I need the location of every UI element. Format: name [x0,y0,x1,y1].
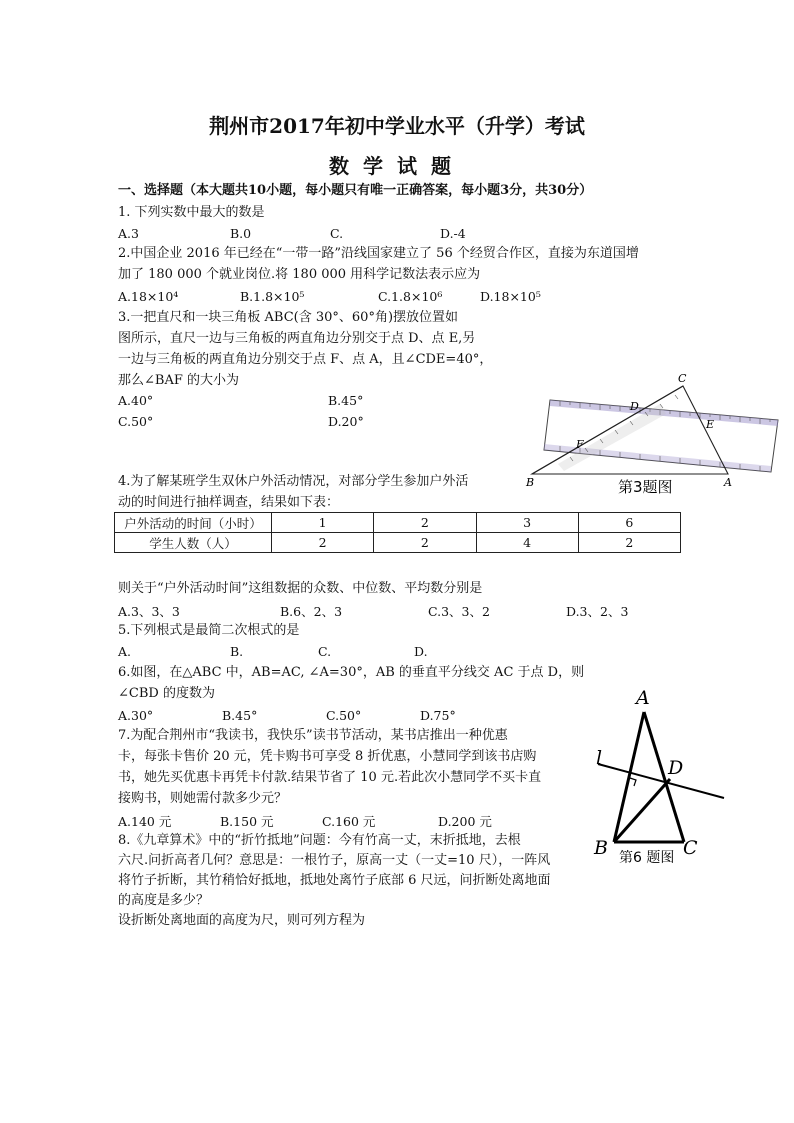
point-c-label: C [678,372,687,385]
q7-option-b: B.150 元 [220,814,274,829]
q1-stem: 1. 下列实数中最大的数是 [118,205,265,220]
q6-option-c: C.50° [326,708,362,723]
q1-option-a: A.3 [118,226,139,241]
table-row-label: 学生人数（人） [115,533,272,553]
q8-line-4: 的高度是多少？ [118,893,210,908]
q3-line-2: 图所示，直尺一边与三角板的两直角边分别交于点 D、点 E,另 [118,331,476,346]
figure-3 [520,368,785,498]
page-title: 荆州市2017年初中学业水平（升学）考试 [209,114,585,138]
q4-option-a: A.3、3、3 [118,604,180,619]
point-c-label: C [683,837,698,859]
q6-option-b: B.45° [222,708,258,723]
q2-option-c: C.1.8×10⁶ [378,289,443,304]
q4-option-b: B.6、2、3 [280,604,343,619]
q5-option-a: A. [118,644,132,659]
q5-option-b: B. [230,644,244,659]
q6-option-d: D.75° [420,708,456,723]
point-d-label: D [668,757,684,779]
q1-option-b: B.0 [230,226,252,241]
q7-line-1: 7.为配合荆州市“我读书，我快乐”读书节活动，某书店推出一种优惠 [118,728,508,743]
table-row-label: 户外活动的时间（小时） [115,513,272,533]
figure-6 [588,682,734,868]
table-cell: 4 [476,533,578,553]
q6-option-a: A.30° [118,708,154,723]
table-cell: 2 [374,513,476,533]
q3-line-1: 3.一把直尺和一块三角板 ABC(含 30°、60°角)摆放位置如 [118,310,459,325]
q7-line-3: 书，她先买优惠卡再凭卡付款.结果节省了 10 元.若此次小慧同学不买卡直 [118,770,542,785]
q8-line-2: 六尺.问折高者几何？意思是：一根竹子，原高一丈（一丈=10 尺），一阵风 [118,853,551,868]
q1-option-d: D.-4 [440,226,466,241]
q8-line-5: 设折断处离地面的高度为尺，则可列方程为 [118,913,366,928]
section-heading: 一、选择题（本大题共10小题，每小题只有唯一正确答案，每小题3分，共30分） [118,183,593,198]
point-b-label: B [594,837,608,859]
table-cell: 6 [578,513,680,533]
table-cell: 1 [272,513,374,533]
q5-option-c: C. [318,644,332,659]
point-a-label: A [636,687,650,709]
table-row [115,513,681,533]
page-subtitle: 数学试题 [329,154,465,178]
q6-line-1: 6.如图，在△ABC 中，AB=AC, ∠A=30°，AB 的垂直平分线交 AC 于点 D，则 [118,665,585,680]
q7-option-a: A.140 元 [118,814,172,829]
figure-3-caption: 第3题图 [618,478,673,496]
q5-stem: 5.下列根式是最简二次根式的是 [118,623,300,638]
q5-option-d: D. [414,644,428,659]
point-a-label: A [724,476,732,489]
figure-6-caption: 第6 题图 [619,850,675,866]
q3-option-d: D.20° [328,414,364,429]
q4-line-1: 4.为了解某班学生双休户外活动情况，对部分学生参加户外活 [118,474,469,489]
q1-option-c: C. [330,226,344,241]
q7-line-2: 卡，每张卡售价 20 元，凭卡购书可享受 8 折优惠，小慧同学到该书店购 [118,749,537,764]
q8-line-3: 将竹子折断，其竹稍恰好抵地，抵地处离竹子底部 6 尺远，问折断处离地面 [118,873,551,888]
line-l-label: l [596,747,603,769]
q2-line-1: 2.中国企业 2016 年已经在“一带一路”沿线国家建立了 56 个经贸合作区，直接为东道国增 [118,246,639,261]
q7-option-d: D.200 元 [438,814,492,829]
q4-line-3: 则关于“户外活动时间”这组数据的众数、中位数、平均数分别是 [118,581,483,596]
table-cell: 2 [578,533,680,553]
table-row [115,533,681,553]
q2-option-d: D.18×10⁵ [480,289,541,304]
q4-option-c: C.3、3、2 [428,604,490,619]
activity-table [114,512,681,553]
q3-line-3: 一边与三角板的两直角边分别交于点 F、点 A，且∠CDE=40°， [118,352,493,367]
point-f-label: F [576,438,584,451]
point-e-label: E [706,418,715,431]
q4-option-d: D.3、2、3 [566,604,629,619]
table-cell: 2 [272,533,374,553]
q7-line-4: 接购书，则她需付款多少元？ [118,791,288,806]
q8-line-1: 8.《九章算术》中的“折竹抵地”问题：今有竹高一丈，末折抵地，去根 [118,833,521,848]
q3-line-4: 那么∠BAF 的大小为 [118,373,239,388]
point-b-label: B [526,476,535,489]
q2-line-2: 加了 180 000 个就业岗位.将 180 000 用科学记数法表示应为 [118,267,481,282]
q4-line-2: 动的时间进行抽样调查，结果如下表： [118,495,340,510]
table-cell: 2 [374,533,476,553]
q3-option-a: A.40° [118,393,154,408]
q3-option-c: C.50° [118,414,154,429]
q2-option-b: B.1.8×10⁵ [240,289,305,304]
point-d-label: D [630,400,639,413]
table-cell: 3 [476,513,578,533]
q6-line-2: ∠CBD 的度数为 [118,686,215,701]
q3-option-b: B.45° [328,393,364,408]
q7-option-c: C.160 元 [322,814,376,829]
q2-option-a: A.18×10⁴ [118,289,179,304]
